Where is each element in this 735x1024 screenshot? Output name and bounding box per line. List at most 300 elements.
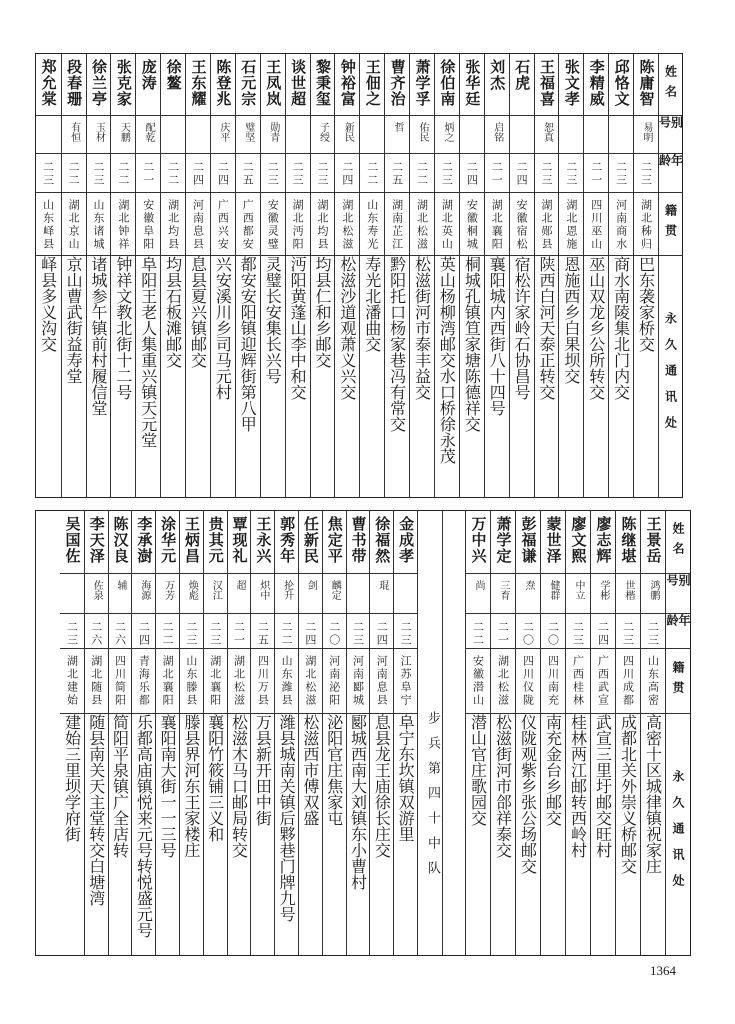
name-cell (62, 54, 86, 116)
alias-cell (370, 574, 393, 614)
address-text: 均县石板滩邮交 (163, 256, 183, 368)
age-cell (385, 154, 409, 193)
header-name-cell (659, 54, 682, 116)
name-cell (87, 54, 111, 116)
alias-cell (132, 574, 155, 614)
age-cell (466, 614, 490, 649)
origin-text: 山东高密 (646, 655, 660, 707)
alias-cell (109, 574, 132, 614)
name-cell (275, 511, 298, 574)
alias-text: 辅 (115, 580, 127, 590)
origin-cell (616, 649, 640, 714)
name-text: 贵其元 (206, 516, 225, 564)
age-text: 二四 (340, 161, 354, 187)
alias-text: 中立 (573, 580, 584, 600)
alias-text: 学彬 (598, 580, 609, 600)
origin-text: 安徽阜阳 (141, 199, 155, 251)
age-text: 二三 (184, 621, 198, 647)
address-cell (186, 256, 210, 497)
name-cell (535, 54, 559, 116)
alias-cell (466, 574, 490, 614)
origin-text: 山东峄县 (41, 199, 55, 251)
age-text: 二三 (208, 621, 222, 647)
age-cell (435, 154, 459, 193)
alias-text: 子绶 (317, 122, 329, 142)
address-cell (360, 256, 384, 497)
alias-cell (311, 116, 335, 154)
address-cell (510, 256, 534, 497)
address-cell (275, 714, 298, 955)
age-text: 二三 (351, 621, 365, 647)
origin-cell (87, 193, 111, 256)
name-text: 曹书带 (349, 516, 368, 564)
origin-text: 广西兴安 (216, 199, 230, 251)
address-cell (370, 714, 393, 955)
address-cell (460, 256, 484, 497)
age-cell (491, 614, 515, 649)
address-cell (641, 714, 665, 955)
alias-cell (616, 574, 640, 614)
person-column (334, 54, 359, 497)
header-column (658, 54, 682, 497)
alias-cell (323, 574, 346, 614)
address-text: 松滋街河市泰丰益交 (412, 256, 432, 400)
alias-cell (491, 574, 515, 614)
origin-text: 青海乐都 (137, 655, 151, 707)
person-column (484, 54, 509, 497)
name-cell (111, 54, 135, 116)
age-cell (410, 154, 434, 193)
address-text: 灵璧长安集长兴号 (263, 256, 283, 384)
origin-cell (228, 649, 251, 714)
address-text: 松滋街河市郃祥泰交 (493, 714, 513, 858)
address-text: 息县龙王庙徐长庄交 (372, 714, 392, 858)
header-address-cell (666, 714, 690, 955)
name-text: 段春珊 (65, 59, 84, 107)
alias-cell (641, 574, 665, 614)
address-cell (566, 714, 590, 955)
origin-cell (60, 649, 84, 714)
alias-cell (299, 574, 322, 614)
header-age-text: 年龄 (665, 614, 691, 634)
age-cell (236, 154, 260, 193)
name-text: 郭秀年 (278, 516, 297, 564)
alias-text: 玉材 (93, 122, 105, 142)
name-text: 金成孝 (397, 516, 416, 564)
address-text: 泌阳官庄焦家屯 (324, 714, 344, 826)
roster-table-top (35, 53, 683, 498)
origin-cell (394, 649, 417, 714)
address-text: 陕西白河天泰正转交 (536, 256, 556, 400)
age-text: 二四 (191, 161, 205, 187)
age-text: 二〇 (521, 621, 535, 647)
address-cell (156, 714, 179, 955)
origin-text: 四川万县 (256, 655, 270, 707)
origin-text: 湖北随县 (89, 655, 103, 707)
address-text: 随县南关天主堂转交白塘湾 (86, 714, 106, 906)
origin-text: 湖北松滋 (415, 199, 429, 251)
age-cell (616, 614, 640, 649)
age-text: 二二 (67, 161, 81, 187)
address-cell (211, 256, 235, 497)
alias-cell (156, 574, 179, 614)
person-column (235, 54, 260, 497)
person-column (459, 54, 484, 497)
age-text: 二三 (639, 161, 653, 187)
person-column (185, 54, 210, 497)
address-cell (616, 714, 640, 955)
origin-cell (410, 193, 434, 256)
name-cell (435, 54, 459, 116)
address-cell (228, 714, 251, 955)
origin-cell (535, 193, 559, 256)
header-alias-cell (659, 116, 682, 154)
age-cell (460, 154, 484, 193)
age-text: 二三 (291, 161, 305, 187)
origin-text: 湖北襄阳 (490, 199, 504, 251)
alias-cell (204, 574, 227, 614)
person-column (131, 511, 155, 955)
address-text: 建始三里坝学府街 (62, 714, 82, 842)
alias-text: 恕真 (541, 122, 553, 142)
alias-text: 世楷 (623, 580, 634, 600)
address-cell (311, 256, 335, 497)
alias-text: 璧坚 (242, 122, 254, 142)
address-text: 均县仁和乡邮交 (312, 256, 332, 368)
header-age-cell (666, 614, 690, 649)
age-cell (510, 154, 534, 193)
header-age-cell (659, 154, 682, 193)
origin-text: 湖北均县 (315, 199, 329, 251)
person-column (322, 511, 346, 955)
alias-text: 健群 (548, 580, 559, 600)
age-cell (109, 614, 132, 649)
address-cell (132, 714, 155, 955)
person-column (540, 511, 565, 955)
person-column (515, 511, 540, 955)
person-column (179, 511, 203, 955)
person-column (310, 54, 335, 497)
origin-text: 河南息县 (375, 655, 389, 707)
name-cell (394, 511, 417, 574)
address-text: 简阳平泉镇广全店转 (110, 714, 130, 858)
header-origin-cell (666, 649, 690, 714)
header-age-text: 年龄 (657, 154, 684, 174)
age-cell (228, 614, 251, 649)
name-cell (591, 511, 615, 574)
age-text: 二四 (216, 161, 230, 187)
age-text: 二四 (137, 621, 151, 647)
alias-text: 焘 (523, 580, 534, 590)
age-cell (111, 154, 135, 193)
header-alias-text: 别号 (665, 574, 691, 594)
origin-text: 湖北建始 (65, 655, 79, 707)
alias-cell (180, 574, 203, 614)
address-text: 万县新开田中街 (253, 714, 273, 826)
person-column (86, 54, 111, 497)
name-cell (516, 511, 540, 574)
person-column (108, 511, 132, 955)
address-text: 桂林两江邮转西岭村 (568, 714, 588, 858)
page-number: 1364 (650, 963, 676, 978)
alias-text: 有恒 (68, 122, 80, 142)
age-cell (211, 154, 235, 193)
name-text: 钟裕富 (338, 59, 357, 107)
age-cell (584, 154, 608, 193)
origin-text: 安徽桐城 (465, 199, 479, 251)
origin-cell (109, 649, 132, 714)
address-text: 高密十区城律镇祝家庄 (643, 714, 663, 874)
name-cell (466, 511, 490, 574)
origin-cell (85, 649, 108, 714)
origin-text: 河南商水 (614, 199, 628, 251)
age-cell (347, 614, 370, 649)
name-cell (347, 511, 370, 574)
origin-cell (541, 649, 565, 714)
origin-cell (132, 649, 155, 714)
address-text: 潍县城南关镇后夥巷门牌九号 (277, 714, 297, 922)
name-cell (485, 54, 509, 116)
person-column (84, 511, 108, 955)
header-origin-cell (659, 193, 682, 256)
person-column (384, 54, 409, 497)
origin-cell (566, 649, 590, 714)
address-text: 襄阳城内西街八十四号 (487, 256, 507, 416)
address-cell (385, 256, 409, 497)
name-cell (360, 54, 384, 116)
age-cell (180, 614, 203, 649)
name-cell (510, 54, 534, 116)
name-cell (109, 511, 132, 574)
age-text: 二二 (415, 161, 429, 187)
name-text: 陈继堪 (619, 516, 638, 564)
address-cell (394, 714, 417, 955)
alias-text: 天鹏 (118, 122, 130, 142)
origin-cell (261, 193, 285, 256)
address-text: 松滋沙道观萧义兴交 (337, 256, 357, 400)
age-text: 二二 (166, 161, 180, 187)
address-text: 黔阳托口杨家巷冯有常交 (387, 256, 407, 432)
age-cell (286, 154, 310, 193)
name-text: 陈登兆 (214, 59, 233, 107)
address-cell (136, 256, 160, 497)
origin-cell (111, 193, 135, 256)
name-cell (85, 511, 108, 574)
age-text: 二一 (490, 161, 504, 187)
origin-text: 山东寿光 (365, 199, 379, 251)
name-text: 彭福谦 (519, 516, 538, 564)
address-text: 阜阳王老人集重兴镇天元堂 (138, 256, 158, 448)
address-cell (435, 256, 459, 497)
address-cell (584, 256, 608, 497)
alias-text: 超 (234, 580, 246, 590)
alias-text: 抡升 (281, 580, 293, 600)
address-cell (286, 256, 310, 497)
person-column (640, 511, 665, 955)
origin-text: 湖北均县 (166, 199, 180, 251)
name-cell (559, 54, 583, 116)
alias-text: 新民 (342, 122, 354, 142)
name-text: 曹齐治 (388, 59, 407, 107)
name-text: 李精威 (587, 59, 606, 107)
address-cell (410, 256, 434, 497)
origin-cell (136, 193, 160, 256)
age-cell (132, 614, 155, 649)
age-cell (299, 614, 322, 649)
alias-cell (485, 116, 509, 154)
alias-cell (275, 574, 298, 614)
address-text: 巴东袭家桥交 (636, 256, 656, 352)
name-text: 石元宗 (239, 59, 258, 107)
alias-cell (161, 116, 185, 154)
name-text: 王佃之 (363, 59, 382, 107)
address-text: 峄县多义沟交 (38, 256, 58, 352)
alias-cell (111, 116, 135, 154)
name-cell (186, 54, 210, 116)
person-column (203, 511, 227, 955)
alias-cell (516, 574, 540, 614)
alias-text: 麟定 (329, 580, 341, 600)
age-text: 二三 (91, 161, 105, 187)
age-cell (485, 154, 509, 193)
name-text: 王东耀 (189, 59, 208, 107)
address-cell (559, 256, 583, 497)
alias-cell (510, 116, 534, 154)
origin-text: 湖北钟祥 (116, 199, 130, 251)
name-text: 石虎 (513, 59, 532, 91)
age-cell (251, 614, 274, 649)
alias-text: 炳之 (441, 122, 453, 142)
address-cell (491, 714, 515, 955)
alias-cell (286, 116, 310, 154)
alias-cell (228, 574, 251, 614)
name-cell (180, 511, 203, 574)
name-text: 廖志辉 (594, 516, 613, 564)
address-cell (251, 714, 274, 955)
age-text: 二一 (141, 161, 155, 187)
age-cell (87, 154, 111, 193)
alias-cell (410, 116, 434, 154)
name-cell (156, 511, 179, 574)
age-text: 二三 (571, 621, 585, 647)
person-column (135, 54, 160, 497)
origin-text: 四川成都 (621, 655, 635, 707)
alias-cell (87, 116, 111, 154)
name-cell (323, 511, 346, 574)
alias-text: 炽中 (257, 580, 269, 600)
name-text: 王景岳 (644, 516, 663, 564)
address-cell (109, 714, 132, 955)
name-cell (204, 511, 227, 574)
origin-text: 四川仪陇 (521, 655, 535, 707)
person-column (590, 511, 615, 955)
origin-cell (591, 649, 615, 714)
origin-text: 山东潍县 (280, 655, 294, 707)
alias-cell (609, 116, 633, 154)
name-text: 张文孝 (562, 59, 581, 107)
age-text: 二三 (539, 161, 553, 187)
address-text: 武宣三里圩邮交旺村 (593, 714, 613, 858)
name-cell (584, 54, 608, 116)
person-column (434, 54, 459, 497)
name-cell (299, 511, 322, 574)
alias-cell (211, 116, 235, 154)
origin-text: 四川简阳 (113, 655, 127, 707)
alias-cell (335, 116, 359, 154)
alias-text: 鸿鹏 (648, 580, 659, 600)
name-text: 谈世超 (289, 59, 308, 107)
origin-text: 安徽宿松 (515, 199, 529, 251)
person-column (409, 54, 434, 497)
age-text: 二一 (496, 621, 510, 647)
origin-cell (516, 649, 540, 714)
alias-cell (634, 116, 658, 154)
origin-cell (204, 649, 227, 714)
alias-text: 尚 (473, 580, 484, 590)
person-column (61, 54, 86, 497)
origin-text: 湖北恩施 (564, 199, 578, 251)
name-cell (541, 511, 565, 574)
age-cell (370, 614, 393, 649)
alias-text: 三育 (498, 580, 509, 600)
origin-cell (485, 193, 509, 256)
alias-cell (60, 574, 84, 614)
name-cell (634, 54, 658, 116)
age-text: 二三 (621, 621, 635, 647)
origin-cell (180, 649, 203, 714)
address-cell (261, 256, 285, 497)
address-cell (323, 714, 346, 955)
name-text: 王凤岚 (264, 59, 283, 107)
blank-column (442, 511, 465, 955)
origin-cell (347, 649, 370, 714)
person-column (250, 511, 274, 955)
person-column (558, 54, 583, 497)
alias-cell (435, 116, 459, 154)
header-alias-text: 别号 (657, 116, 684, 136)
name-cell (161, 54, 185, 116)
person-column (285, 54, 310, 497)
name-text: 万中兴 (469, 516, 488, 564)
age-text: 二五 (241, 161, 255, 187)
name-text: 邱恪文 (612, 59, 631, 107)
address-text: 都安安阳镇迎辉街第八甲 (238, 256, 258, 432)
name-text: 张华廷 (463, 59, 482, 107)
age-text: 二〇 (546, 621, 560, 647)
age-cell (85, 614, 108, 649)
name-text: 蒙世泽 (544, 516, 563, 564)
origin-cell (36, 193, 61, 256)
age-text: 二一 (232, 621, 246, 647)
address-text: 诸城参午镇前村履信堂 (88, 256, 108, 416)
name-cell (211, 54, 235, 116)
address-text: 桐城孔镇笪家塘陈德祥交 (462, 256, 482, 432)
age-text: 二二 (365, 161, 379, 187)
name-cell (566, 511, 590, 574)
name-cell (410, 54, 434, 116)
address-cell (485, 256, 509, 497)
name-cell (641, 511, 665, 574)
name-cell (136, 54, 160, 116)
age-cell (275, 614, 298, 649)
age-text: 二四 (465, 161, 479, 187)
address-cell (87, 256, 111, 497)
unit-column (417, 511, 442, 955)
origin-cell (641, 649, 665, 714)
address-text: 寿光北潘曲交 (362, 256, 382, 352)
address-text: 潜山官庄歌园交 (468, 714, 488, 826)
name-cell (385, 54, 409, 116)
